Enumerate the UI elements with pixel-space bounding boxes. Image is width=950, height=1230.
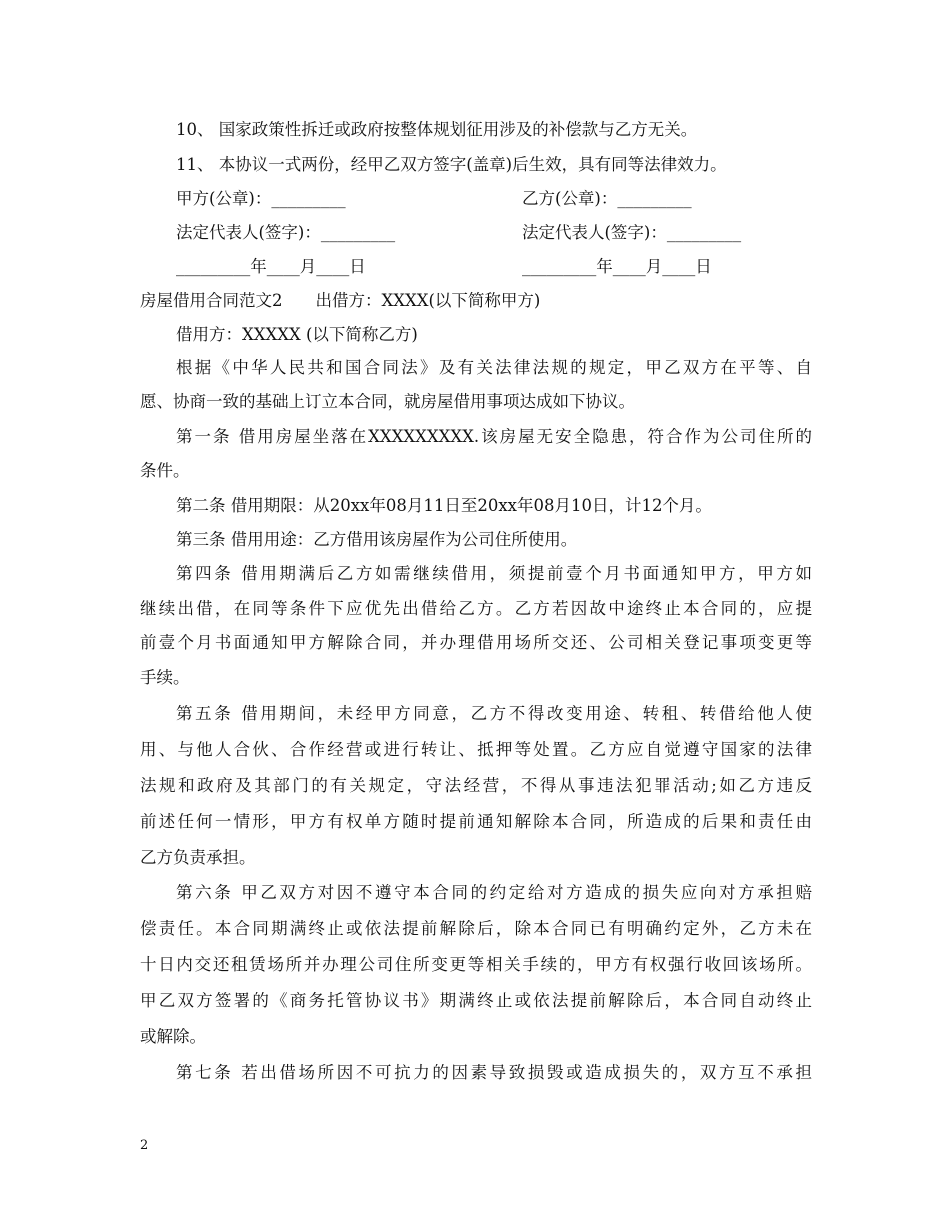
- article-5-line-5: 乙方负责承担。: [140, 848, 256, 867]
- article-2: 第二条 借用期限：从20xx年08月11日至20xx年08月10日，计12个月。: [176, 496, 712, 515]
- party-b-date: _________年____月____日: [522, 257, 712, 276]
- article-1-line-1: 第一条 借用房屋坐落在XXXXXXXXX.该房屋无安全隐患，符合作为公司住所的: [176, 427, 812, 446]
- party-b-seal: 乙方(公章)：_________: [522, 189, 692, 208]
- article-5-line-4: 前述任何一情形，甲方有权单方随时提前通知解除本合同，所造成的后果和责任由: [140, 812, 812, 831]
- party-a-representative: 法定代表人(签字)：_________: [176, 223, 396, 242]
- article-6-line-1: 第六条 甲乙双方对因不遵守本合同的约定给对方造成的损失应向对方承担赔: [176, 883, 812, 902]
- article-5-line-3: 法规和政府及其部门的有关规定，守法经营，不得从事违法犯罪活动;如乙方违反: [140, 776, 812, 795]
- article-5-line-1: 第五条 借用期间，未经甲方同意，乙方不得改变用途、转租、转借给他人使: [176, 704, 812, 723]
- article-4-line-1: 第四条 借用期满后乙方如需继续借用，须提前壹个月书面通知甲方，甲方如: [176, 564, 812, 583]
- article-6-line-5: 或解除。: [140, 1027, 206, 1046]
- article-6-line-3: 十日内交还租赁场所并办理公司住所变更等相关手续的，甲方有权强行收回该场所。: [140, 955, 812, 974]
- preamble-line-2: 愿、协商一致的基础上订立本合同，就房屋借用事项达成如下协议。: [140, 392, 635, 411]
- article-3: 第三条 借用用途：乙方借用该房屋作为公司住所使用。: [176, 530, 578, 549]
- clause-11: 11、 本协议一式两份，经甲乙双方签字(盖章)后生效，具有同等法律效力。: [176, 155, 727, 174]
- article-4-line-3: 前壹个月书面通知甲方解除合同，并办理借用场所交还、公司相关登记事项变更等: [140, 633, 812, 652]
- article-6-line-2: 偿责任。本合同期满终止或依法提前解除后，除本合同已有明确约定外，乙方未在: [140, 919, 812, 938]
- party-a-seal: 甲方(公章)：_________: [176, 189, 346, 208]
- article-5-line-2: 用、与他人合伙、合作经营或进行转让、抵押等处置。乙方应自觉遵守国家的法律: [140, 740, 812, 759]
- clause-10: 10、 国家政策性拆迁或政府按整体规划征用涉及的补偿款与乙方无关。: [176, 120, 698, 139]
- borrower-line: 借用方：XXXXX (以下简称乙方): [176, 325, 418, 344]
- party-b-representative: 法定代表人(签字)：_________: [522, 223, 742, 242]
- page-number: 2: [140, 1138, 149, 1153]
- article-1-line-2: 条件。: [140, 461, 190, 480]
- contract-title-lender: 房屋借用合同范文2 出借方：XXXX(以下简称甲方): [140, 291, 541, 310]
- party-a-date: _________年____月____日: [176, 257, 366, 276]
- article-4-line-2: 继续出借，在同等条件下应优先出借给乙方。乙方若因故中途终止本合同的，应提: [140, 599, 812, 618]
- preamble-line-1: 根据《中华人民共和国合同法》及有关法律法规的规定，甲乙双方在平等、自: [176, 358, 812, 377]
- article-6-line-4: 甲乙双方签署的《商务托管协议书》期满终止或依法提前解除后，本合同自动终止: [140, 991, 812, 1010]
- article-7-line-1: 第七条 若出借场所因不可抗力的因素导致损毁或造成损失的，双方互不承担: [176, 1063, 812, 1082]
- article-4-line-4: 手续。: [140, 668, 190, 687]
